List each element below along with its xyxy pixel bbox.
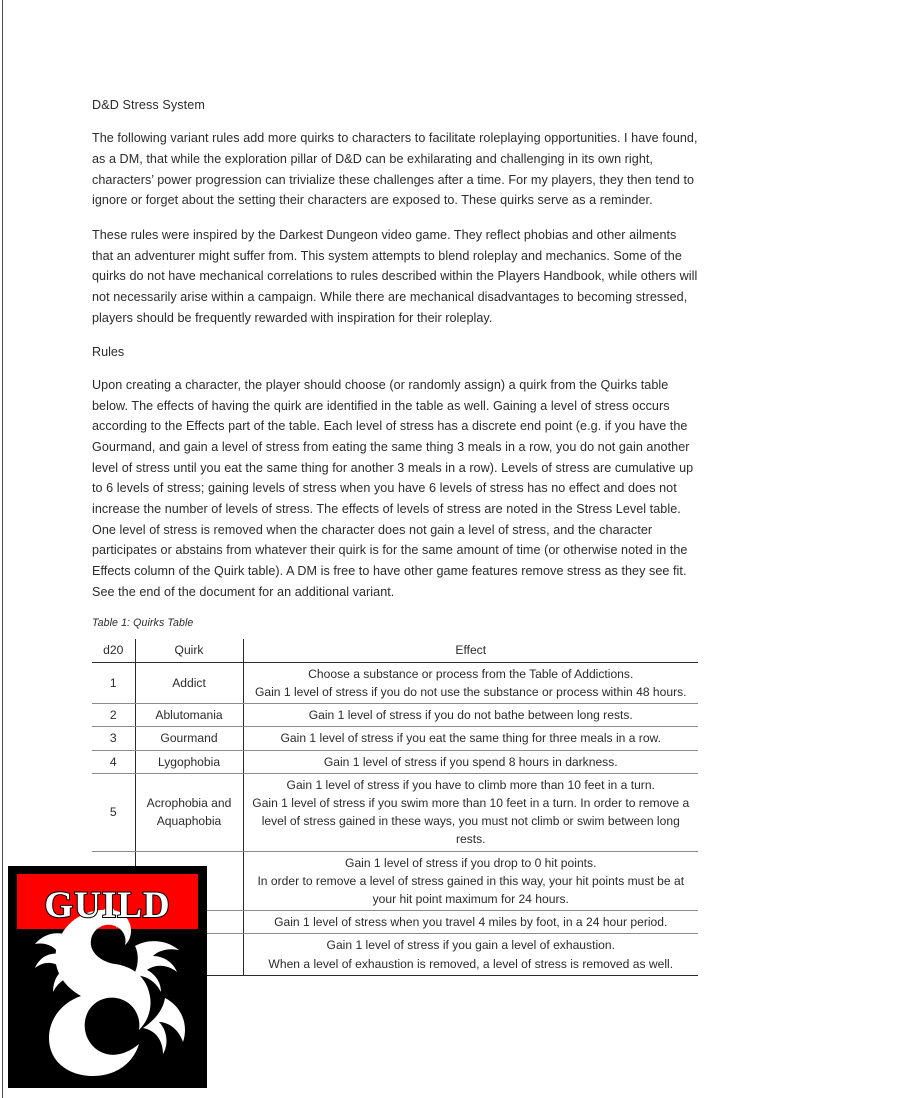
effect-line: When a level of exhaustion is removed, a level of stress is removed as well. xyxy=(268,956,674,971)
cell-quirk: Ablutomania xyxy=(135,704,243,727)
table-row xyxy=(92,704,698,727)
document-body xyxy=(92,96,700,976)
cell-effect xyxy=(243,727,698,750)
effect-line: Gain 1 level of stress if you do not use the substance or process within 48 hours. xyxy=(254,684,687,699)
dnd-guild-logo xyxy=(8,866,207,1088)
cell-d20: 4 xyxy=(92,750,135,773)
ampersand-dragon-icon xyxy=(8,902,207,1085)
cell-d20: 5 xyxy=(92,773,135,851)
table-row xyxy=(92,773,698,851)
cell-d20: 1 xyxy=(92,662,135,703)
rules-paragraph: Upon creating a character, the player should choose (or randomly assign) a quirk from the Quirks table below. The effects of having the quirk are identified in the table as well. Gaining a level of stress occurs according to the Effects part of the table. Each level of stress has a discrete end point (e.g. if you have the Gourmand, and gain a level of stress from eating the same thing 3 meals in a row, you do not gain another level of stress until you eat the same thing for another 3 meals in a row). Levels of stress are cumulative up to 6 levels of stress; gaining levels of stress when you have 6 levels of stress has no effect and does not increase the number of levels of stress. The effects of levels of stress are noted in the Stress Level table. One level of stress is removed when the character does not gain a level of stress, and the character participates or abstains from whatever their quirk is for the same amount of time (or otherwise noted in the Effects column of the Quirk table). A DM is free to have other game features remove stress as they see fit. See the end of the document for an additional variant. xyxy=(92,377,694,599)
cell-effect xyxy=(243,851,698,911)
intro-paragraph-1: The following variant rules add more quirks to characters to facilitate roleplaying opportunities. I have found, as a DM, that while the exploration pillar of D&D can be exhilarating and challenging in its own right, characters’ power progression can trivialize these challenges after a time. For my players, they then tend to ignore or forget about the setting their characters are exposed to. These quirks serve as a reminder. xyxy=(92,131,698,208)
cell-effect xyxy=(243,773,698,851)
cell-effect xyxy=(243,934,698,975)
cell-effect xyxy=(243,704,698,727)
cell-quirk: Gourmand xyxy=(135,727,243,750)
table-row xyxy=(92,662,698,703)
page-title: D&D Stress System xyxy=(92,98,205,112)
table-header-row xyxy=(92,639,698,663)
intro-paragraph-2: These rules were inspired by the Darkest Dungeon video game. They reflect phobias and other ailments that an adventurer might suffer from. This system attempts to blend roleplay and mechanics. Some of the quirks do not have mechanical correlations to rules described within the Players Handbook, while others will not necessarily arise within a campaign. While there are mechanical disadvantages to becoming stressed, players should be frequently rewarded with inspiration for their roleplay. xyxy=(92,228,698,325)
table-caption: Table 1: Quirks Table xyxy=(92,616,194,629)
cell-effect xyxy=(243,911,698,934)
effect-line: Gain 1 level of stress if you spend 8 hours in darkness. xyxy=(323,754,618,769)
effect-line: Gain 1 level of stress if you drop to 0 hit points. xyxy=(345,855,597,870)
section-heading-rules: Rules xyxy=(92,344,125,359)
table-row xyxy=(92,727,698,750)
column-header-d20: d20 xyxy=(92,639,135,663)
effect-line: In order to remove a level of stress gained in this way, your hit points must be at your hit point maximum for 24 hours. xyxy=(257,873,685,906)
effect-line: Gain 1 level of stress if you swim more than 10 feet in a turn. In order to remove a level of stress gained in these ways, you must not climb or swim between long rests. xyxy=(252,795,690,847)
effect-line: Gain 1 level of stress if you gain a level of exhaustion. xyxy=(326,938,615,953)
cell-quirk: Lygophobia xyxy=(135,750,243,773)
cell-effect xyxy=(243,662,698,703)
effect-line: Choose a substance or process from the Table of Addictions. xyxy=(308,666,634,681)
table-row xyxy=(92,750,698,773)
effect-line: Gain 1 level of stress if you do not bathe between long rests. xyxy=(308,708,633,723)
column-header-quirk: Quirk xyxy=(135,639,243,663)
column-header-effect: Effect xyxy=(243,639,698,663)
effect-line: Gain 1 level of stress if you have to climb more than 10 feet in a turn. xyxy=(286,777,655,792)
cell-d20: 2 xyxy=(92,704,135,727)
cell-quirk: Addict xyxy=(135,662,243,703)
cell-d20: 3 xyxy=(92,727,135,750)
effect-line: Gain 1 level of stress if you eat the same thing for three meals in a row. xyxy=(280,731,661,746)
cell-effect xyxy=(243,750,698,773)
page-left-edge-rule xyxy=(2,0,3,1098)
logo-wordmark: GUILD xyxy=(44,885,171,926)
cell-quirk: Acrophobia and Aquaphobia xyxy=(135,773,243,851)
effect-line: Gain 1 level of stress when you travel 4 miles by foot, in a 24 hour period. xyxy=(274,915,668,930)
